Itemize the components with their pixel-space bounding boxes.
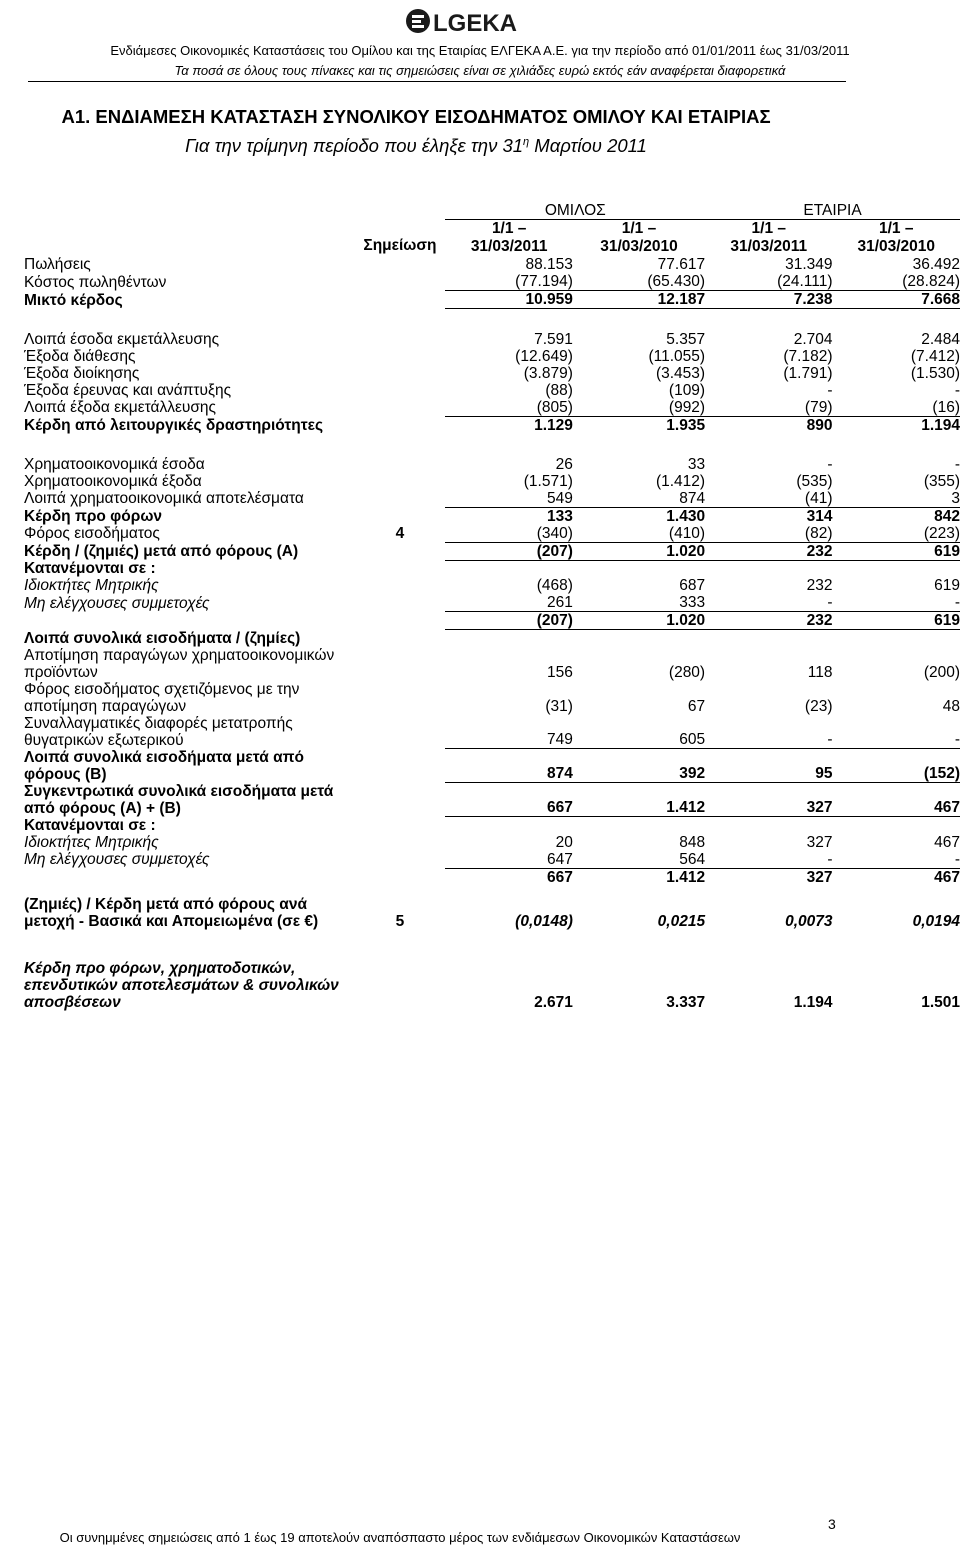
row-value: 232: [705, 612, 832, 630]
table-row: [24, 542, 960, 560]
row-note: [354, 490, 445, 508]
row-value: (535): [796, 472, 833, 490]
row-value: 36.492: [912, 256, 960, 273]
row-value: 327: [806, 868, 833, 886]
row-value: 12.187: [573, 291, 705, 309]
row-value: (3.453): [655, 364, 706, 382]
row-value: [833, 630, 960, 647]
elgeka-logo-icon: [405, 6, 555, 36]
row-value: (340): [445, 525, 572, 543]
table-row: [24, 525, 960, 543]
row-value: (355): [923, 472, 960, 490]
row-value: 842: [934, 507, 960, 525]
row-value: 333: [573, 594, 705, 612]
row-value: 1.501: [921, 993, 960, 1011]
row-value: (0,0148): [515, 912, 573, 930]
table-row: [24, 348, 960, 365]
row-value: (7.182): [783, 347, 833, 365]
table-row: [24, 456, 960, 473]
row-value: (77.194): [445, 273, 572, 291]
row-value: -: [833, 851, 960, 869]
row-value: 232: [705, 542, 832, 560]
row-value: 7.238: [705, 291, 832, 309]
row-value: -: [954, 455, 960, 473]
row-value: (88): [545, 381, 573, 399]
row-note: [354, 416, 445, 434]
table-row: [24, 851, 960, 869]
table-row: [24, 783, 960, 817]
col-header-company-2011: 1/1 – 31/03/2011: [730, 220, 808, 255]
group-label-group: ΟΜΙΛΟΣ: [445, 202, 705, 220]
row-value: (1.571): [523, 472, 573, 490]
row-label: Λοιπά συνολικά εισοδήματα / (ζημίες): [24, 629, 301, 647]
row-label: Συγκεντρωτικά συνολικά εισοδήματα μετά από φόρους (Α) + (Β): [24, 782, 334, 817]
table-row: [24, 630, 960, 647]
row-label: Έξοδα έρευνας και ανάπτυξης: [24, 381, 232, 399]
row-label: Φόρος εισοδήματος σχετιζόμενος με την αποτίμηση παραγώγων: [24, 680, 300, 715]
row-value: 1.020: [573, 612, 705, 630]
row-value: (109): [668, 381, 706, 399]
row-note: [354, 834, 445, 851]
row-note: [354, 817, 445, 834]
row-note: [354, 868, 445, 886]
row-value: (223): [833, 525, 960, 543]
row-value: 1.412: [666, 868, 706, 886]
row-value: 890: [806, 416, 833, 434]
row-label: Κέρδη από λειτουργικές δραστηριότητες: [24, 416, 324, 434]
row-value: (31): [545, 697, 573, 715]
row-value: (82): [705, 525, 832, 543]
row-value: 67: [687, 697, 706, 715]
row-value: 88.153: [525, 256, 573, 273]
row-value: 20: [555, 833, 573, 851]
row-note: [354, 577, 445, 594]
row-value: 874: [573, 490, 705, 508]
row-value: (24.111): [705, 273, 832, 291]
row-note: [354, 681, 445, 715]
svg-text:LGEKA: LGEKA: [433, 10, 517, 36]
row-value: 7.668: [833, 291, 960, 309]
table-row: [24, 365, 960, 382]
row-note: [354, 348, 445, 365]
row-value: 667: [547, 868, 573, 886]
row-value: 392: [573, 749, 705, 783]
row-value: -: [833, 594, 960, 612]
row-value: 467: [934, 833, 960, 851]
row-note: 5: [395, 912, 405, 930]
income-statement-table: [24, 202, 960, 1011]
row-value: 118: [807, 663, 833, 681]
row-label: Λοιπά χρηματοοικονομικά αποτελέσματα: [24, 490, 304, 507]
row-label: Κόστος πωληθέντων: [24, 273, 167, 291]
col-header-group-2011: 1/1 – 31/03/2011: [470, 220, 548, 255]
row-value: [445, 817, 572, 834]
row-value: 667: [445, 783, 572, 817]
company-logo: [0, 6, 960, 41]
row-note: [354, 273, 445, 291]
row-value: (992): [573, 399, 705, 417]
row-label: Ιδιοκτήτες Μητρικής: [24, 577, 159, 594]
row-value: 33: [687, 455, 706, 473]
row-value: 261: [445, 594, 572, 612]
row-label: Κατανέμονται σε :: [24, 560, 156, 577]
row-value: [445, 560, 572, 577]
row-value: 874: [445, 749, 572, 783]
row-value: 605: [573, 715, 705, 749]
row-value: (65.430): [573, 273, 705, 291]
row-label: Λοιπά έξοδα εκμετάλλευσης: [24, 399, 217, 416]
row-value: 7.591: [534, 330, 573, 348]
row-label: Ιδιοκτήτες Μητρικής: [24, 833, 159, 851]
row-value: 647: [445, 851, 572, 869]
table-row: [24, 273, 960, 291]
row-value: [573, 560, 705, 577]
row-label: Λοιπά έσοδα εκμετάλλευσης: [24, 330, 220, 348]
row-value: (1.530): [910, 364, 960, 382]
row-note: [354, 647, 445, 681]
row-note: [354, 594, 445, 612]
row-value: 848: [679, 833, 706, 851]
table-row: [24, 960, 960, 1011]
row-value: (468): [536, 577, 573, 594]
row-note: [354, 612, 445, 630]
row-note: [354, 960, 445, 1011]
row-value: 549: [445, 490, 572, 508]
row-value: 1.194: [793, 993, 833, 1011]
row-value: 467: [934, 868, 960, 886]
row-value: -: [833, 715, 960, 749]
row-value: 749: [445, 715, 572, 749]
row-value: (23): [804, 697, 833, 715]
table-row: [24, 416, 960, 434]
row-note: [354, 256, 445, 273]
row-value: (1.791): [783, 364, 833, 382]
row-value: 133: [547, 507, 573, 525]
row-note: [354, 473, 445, 490]
table-row: [24, 291, 960, 309]
row-note: [354, 630, 445, 647]
row-value: 1.412: [573, 783, 705, 817]
row-label: Μη ελέγχουσες συμμετοχές: [24, 594, 210, 612]
row-value: 77.617: [657, 256, 706, 273]
row-label: Κατανέμονται σε :: [24, 816, 156, 834]
row-value: 0,0215: [657, 912, 706, 930]
table-row: [24, 817, 960, 834]
table-row: [24, 868, 960, 886]
row-value: 1.020: [573, 542, 705, 560]
row-note: [354, 507, 445, 525]
row-label: Φόρος εισοδήματος: [24, 525, 160, 542]
row-value: 10.959: [445, 291, 572, 309]
row-label: Κέρδη προ φόρων: [24, 507, 163, 525]
group-header-row: [24, 202, 960, 220]
table-row: [24, 382, 960, 399]
table-row: [24, 256, 960, 273]
table-row: [24, 399, 960, 417]
header-line-1: Ενδιάμεσες Οικονομικές Καταστάσεις του Ομίλου και της Εταιρίας ΕΛΓΕΚΑ Α.Ε. για την περίοδο από 01/01/2011 έως 31/03/2011: [110, 43, 850, 58]
row-value: 687: [679, 577, 706, 594]
row-value: [445, 630, 572, 647]
row-value: 619: [833, 612, 960, 630]
spacer-row: [24, 886, 960, 896]
row-value: 48: [942, 697, 960, 715]
row-label: Χρηματοοικονομικά έσοδα: [24, 455, 205, 473]
table-row: [24, 834, 960, 851]
row-value: 327: [705, 783, 832, 817]
row-value: 619: [833, 542, 960, 560]
table-row: [24, 647, 960, 681]
table-row: [24, 577, 960, 594]
row-value: (280): [668, 663, 706, 681]
header-line-2: Τα ποσά σε όλους τους πίνακες και τις σημειώσεις είναι σε χιλιάδες ευρώ εκτός εάν αναφέρεται διαφορετικά: [174, 63, 786, 78]
row-value: [705, 560, 832, 577]
row-value: -: [827, 381, 833, 399]
row-value: 1.194: [921, 416, 960, 434]
spacer-row: [24, 434, 960, 456]
statement-title: Α1. ΕΝΔΙΑΜΕΣΗ ΚΑΤΑΣΤΑΣΗ ΣΥΝΟΛΙΚΟΥ ΕΙΣΟΔΗΜΑΤΟΣ ΟΜΙΛΟΥ ΚΑΙ ΕΤΑΙΡΙΑΣ: [61, 106, 771, 127]
row-note: [354, 291, 445, 309]
row-value: (12.649): [515, 347, 573, 365]
row-note: [354, 542, 445, 560]
row-label: Λοιπά συνολικά εισοδήματα μετά από φόρους (Β): [24, 748, 304, 783]
row-label: [24, 868, 354, 886]
row-label: Μη ελέγχουσες συμμετοχές: [24, 851, 210, 868]
table-row: [24, 560, 960, 577]
row-value: (28.824): [833, 273, 960, 291]
row-value: 314: [806, 507, 833, 525]
row-note: [354, 715, 445, 749]
table-row: [24, 681, 960, 715]
row-value: 2.484: [921, 330, 960, 348]
row-value: 5.357: [666, 330, 706, 348]
row-value: (207): [445, 542, 572, 560]
row-value: -: [954, 381, 960, 399]
row-value: 95: [705, 749, 832, 783]
table-row: [24, 896, 960, 930]
row-value: 619: [934, 577, 960, 594]
row-value: 1.129: [534, 416, 573, 434]
row-note: [354, 560, 445, 577]
row-value: 467: [833, 783, 960, 817]
row-value: [833, 817, 960, 834]
row-value: (410): [573, 525, 705, 543]
table-row: [24, 612, 960, 630]
row-value: -: [705, 715, 832, 749]
row-label: (Ζημιές) / Κέρδη μετά από φόρους ανά μετοχή - Βασικά και Απομειωμένα (σε €): [24, 895, 319, 930]
row-label: Έξοδα διάθεσης: [24, 347, 136, 365]
row-value: (1.412): [655, 472, 706, 490]
row-value: 26: [555, 455, 573, 473]
row-note: 4: [395, 525, 405, 542]
row-value: 564: [573, 851, 705, 869]
col-header-group-2010: 1/1 – 31/03/2010: [600, 220, 678, 255]
row-value: 1.935: [666, 416, 706, 434]
group-label-company: ΕΤΑΙΡΙΑ: [705, 202, 960, 220]
row-value: -: [827, 455, 833, 473]
row-value: [573, 630, 705, 647]
row-label: [24, 612, 354, 630]
row-value: 0,0073: [785, 912, 833, 930]
row-value: 156: [547, 663, 573, 681]
row-label: Πωλήσεις: [24, 256, 91, 273]
row-value: 327: [806, 833, 833, 851]
row-value: [833, 560, 960, 577]
table-row: [24, 490, 960, 508]
row-value: 1.430: [666, 507, 706, 525]
row-label: Έξοδα διοίκησης: [24, 364, 140, 382]
row-value: (11.055): [648, 347, 706, 365]
page-number: 3: [828, 1516, 836, 1532]
row-value: (207): [445, 612, 572, 630]
header-divider: [28, 81, 846, 82]
row-value: (16): [833, 399, 960, 417]
row-value: 31.349: [785, 256, 833, 273]
row-label: Μικτό κέρδος: [24, 291, 123, 309]
row-value: -: [705, 851, 832, 869]
footer-note: Οι συνημμένες σημειώσεις από 1 έως 19 αποτελούν αναπόσπαστο μέρος των ενδιάμεσων Οικονομικών Καταστάσεων: [59, 1530, 741, 1545]
row-value: (152): [833, 749, 960, 783]
row-note: [354, 783, 445, 817]
row-value: [705, 630, 832, 647]
row-note: [354, 365, 445, 382]
row-note: [354, 456, 445, 473]
row-value: (200): [923, 663, 960, 681]
row-note: [354, 749, 445, 783]
statement-rows: [24, 256, 960, 1011]
row-label: Αποτίμηση παραγώγων χρηματοοικονομικών προϊόντων: [24, 646, 335, 681]
row-label: Χρηματοοικονομικά έξοδα: [24, 472, 202, 490]
row-note: [354, 399, 445, 417]
spacer-row: [24, 930, 960, 960]
row-value: -: [705, 594, 832, 612]
table-row: [24, 331, 960, 348]
row-value: 2.704: [793, 330, 833, 348]
col-header-company-2010: 1/1 – 31/03/2010: [857, 220, 936, 255]
row-value: (79): [705, 399, 832, 417]
row-value: (805): [445, 399, 572, 417]
row-value: (7.412): [910, 347, 960, 365]
row-value: 3: [833, 490, 960, 508]
spacer-row: [24, 309, 960, 331]
row-value: 232: [806, 577, 833, 594]
row-value: [573, 817, 705, 834]
row-value: (41): [705, 490, 832, 508]
row-value: (3.879): [523, 364, 573, 382]
row-value: 2.671: [534, 993, 573, 1011]
note-column-header: Σημείωση: [363, 237, 437, 254]
table-row: [24, 749, 960, 783]
column-header-row: [24, 220, 960, 257]
table-row: [24, 715, 960, 749]
row-value: [705, 817, 832, 834]
row-value: 3.337: [666, 993, 706, 1011]
table-row: [24, 594, 960, 612]
table-row: [24, 473, 960, 490]
row-note: [354, 851, 445, 869]
row-value: 0,0194: [912, 912, 960, 930]
statement-subtitle: Για την τρίμηνη περίοδο που έληξε την $31^\eta$ Μαρτίου 2011: [185, 135, 647, 156]
row-label: Κέρδη / (ζημιές) μετά από φόρους (Α): [24, 543, 299, 560]
table-row: [24, 507, 960, 525]
row-label: Συναλλαγματικές διαφορές μετατροπής θυγατρικών εξωτερικού: [24, 714, 293, 749]
row-note: [354, 331, 445, 348]
row-label: Κέρδη προ φόρων, χρηματοδοτικών, επενδυτικών αποτελεσμάτων & συνολικών αποσβέσεων: [24, 959, 339, 1011]
row-note: [354, 382, 445, 399]
